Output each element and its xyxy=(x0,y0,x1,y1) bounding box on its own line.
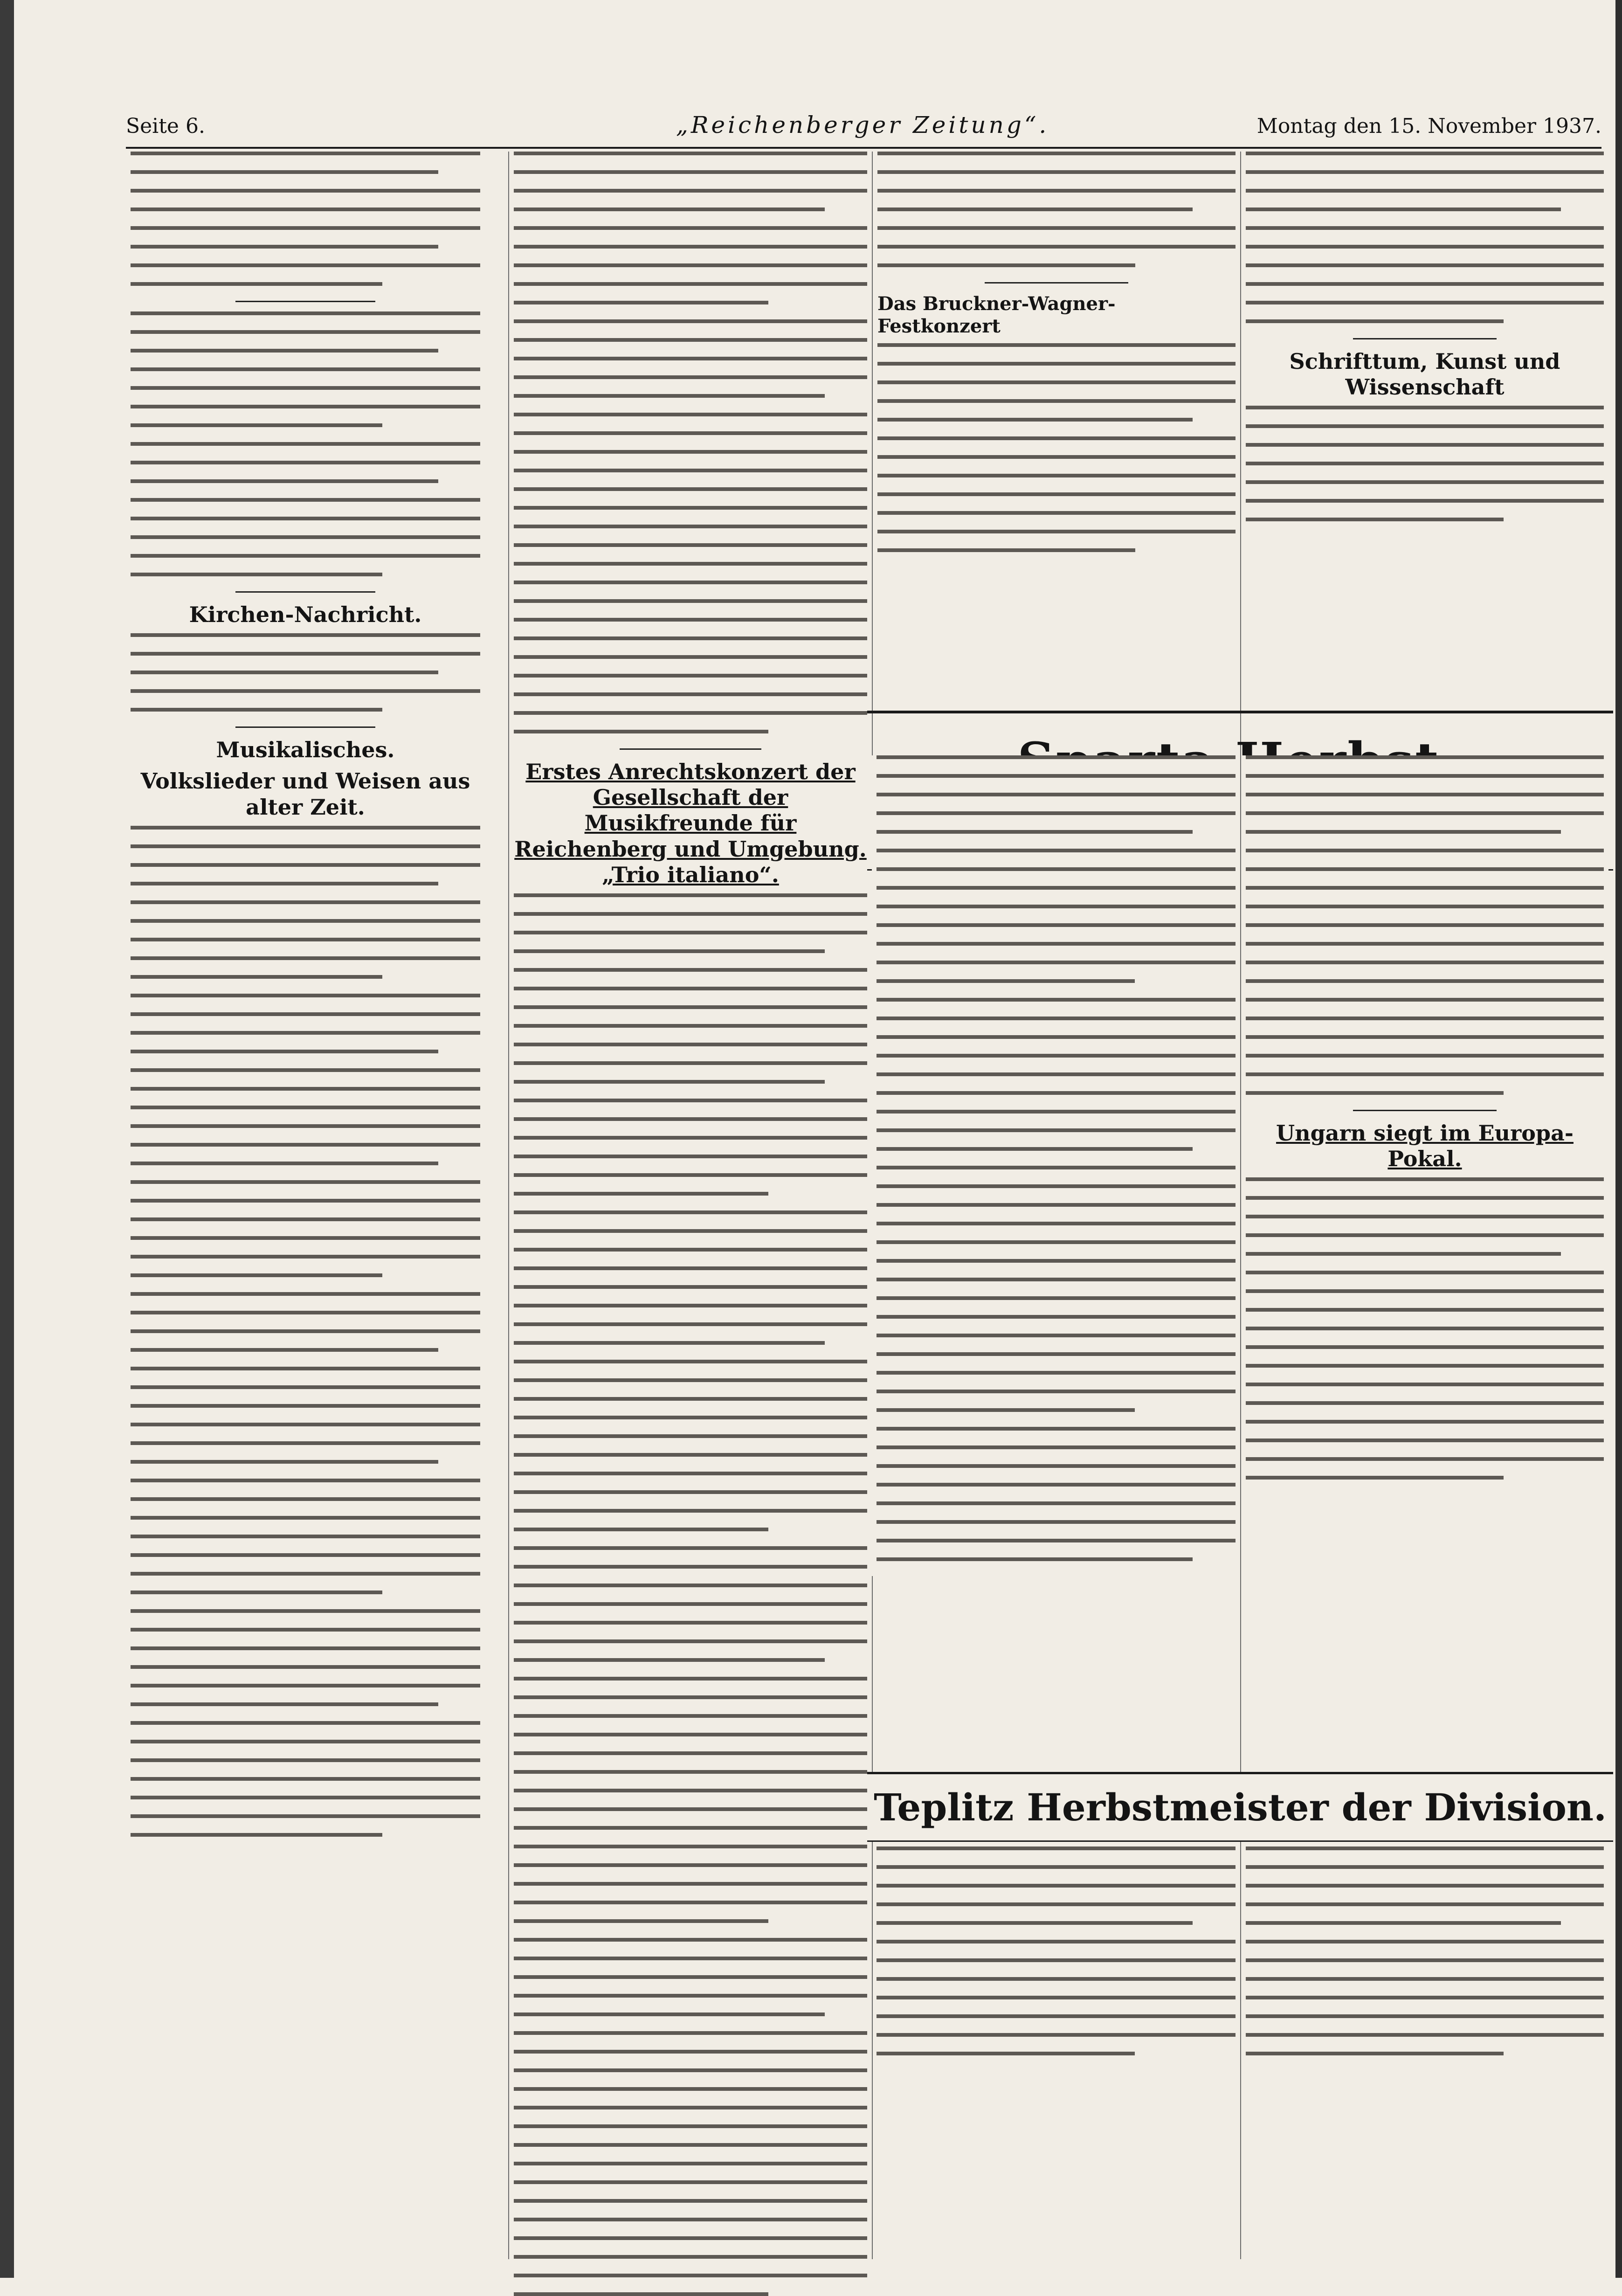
divider xyxy=(235,591,375,593)
teplitz-column-right xyxy=(1240,1846,1608,2070)
divider xyxy=(1353,338,1496,339)
teplitz-column-left xyxy=(872,1846,1240,2070)
sport-column-right xyxy=(1240,755,1608,1494)
body-text-placeholder xyxy=(877,343,1235,552)
divider xyxy=(235,726,375,728)
divider xyxy=(235,301,375,302)
page-header xyxy=(126,105,1601,149)
body-text-placeholder xyxy=(131,311,480,576)
divider xyxy=(985,282,1128,284)
body-text-placeholder xyxy=(1246,755,1604,1095)
teplitz-heading: Teplitz Herbstmeister der Division. xyxy=(874,1785,1607,1829)
schrifttum-heading: Schrifttum, Kunst und Wissenschaft xyxy=(1289,349,1560,400)
body-text-placeholder xyxy=(1246,1846,1604,2055)
column-2 xyxy=(508,152,872,2259)
body-text-placeholder xyxy=(877,1846,1235,2055)
page-number: Seite 6. xyxy=(126,114,205,138)
body-text-placeholder xyxy=(131,826,480,1837)
sport-column-left xyxy=(872,755,1240,1576)
anrechtskonzert-heading: Erstes Anrechtskonzert der Gesellschaft der Musikfreunde für Reichenberg und Umgebung. „Trio italiano“. xyxy=(514,759,867,887)
body-text-placeholder xyxy=(1246,1177,1604,1480)
volkslieder-heading: Volkslieder und Weisen aus alter Zeit. xyxy=(140,768,470,820)
teplitz-headline-band xyxy=(867,1772,1613,1842)
body-text-placeholder xyxy=(877,755,1235,1561)
musikalisches-heading: Musikalisches. xyxy=(216,737,395,763)
newspaper-title: „Reichenberger Zeitung“. xyxy=(676,111,1049,138)
body-text-placeholder xyxy=(514,893,867,2296)
body-text-placeholder xyxy=(514,152,867,733)
body-text-placeholder xyxy=(131,633,480,712)
divider xyxy=(620,748,761,750)
body-text-placeholder xyxy=(1246,406,1604,521)
body-text-placeholder xyxy=(877,152,1235,267)
body-text-placeholder xyxy=(1246,152,1604,323)
issue-date: Montag den 15. November 1937. xyxy=(1256,114,1601,138)
divider xyxy=(1353,1110,1496,1111)
column-1 xyxy=(126,152,485,2259)
body-text-placeholder xyxy=(131,152,480,286)
kirchen-nachricht-heading: Kirchen-Nachricht. xyxy=(189,602,422,627)
scan-edge-right xyxy=(1615,0,1622,2278)
bruckner-heading: Das Bruckner-Wagner-Festkonzert xyxy=(877,293,1116,337)
ungarn-heading: Ungarn siegt im Europa-Pokal. xyxy=(1276,1120,1574,1172)
scan-edge-left xyxy=(0,0,14,2278)
